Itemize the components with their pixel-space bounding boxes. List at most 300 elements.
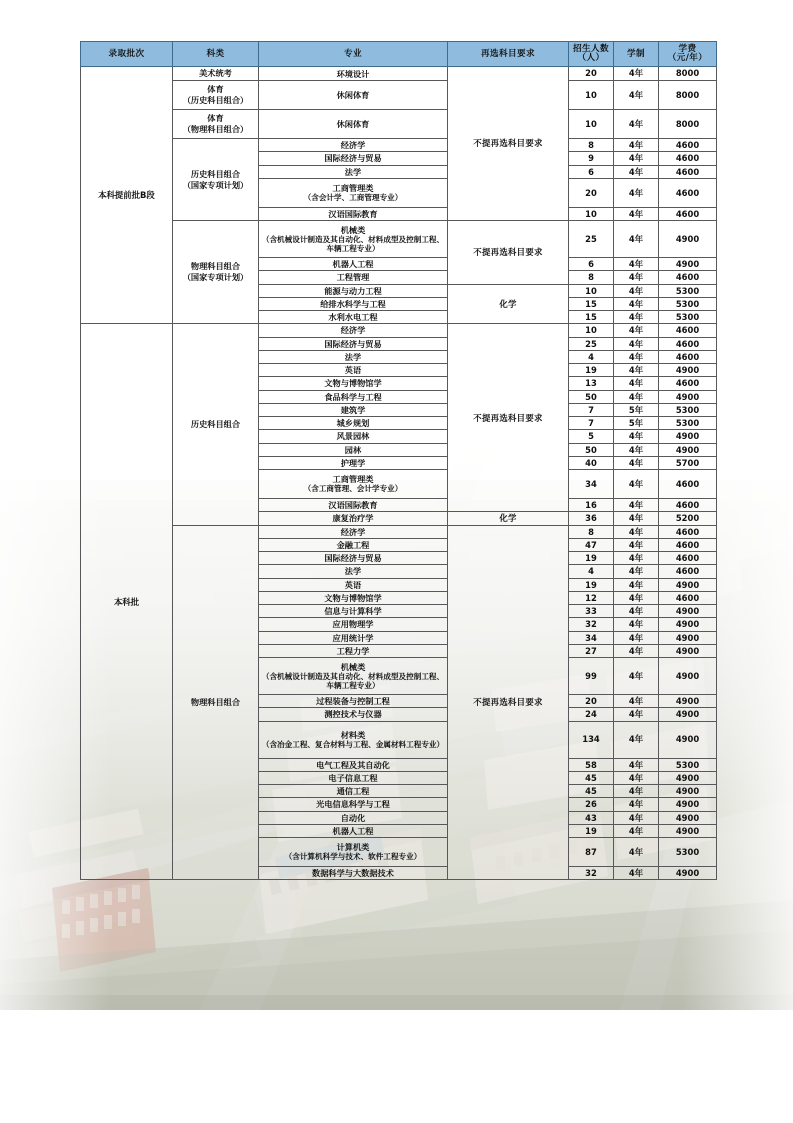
duration-cell: 4年 <box>614 708 659 721</box>
duration-cell: 4年 <box>614 165 659 178</box>
major-cell <box>259 403 448 416</box>
enrollment-cell: 6 <box>569 165 614 178</box>
duration-cell: 4年 <box>614 364 659 377</box>
fee-cell: 4900 <box>659 644 717 657</box>
duration-cell: 4年 <box>614 443 659 456</box>
category-cell-0 <box>173 67 259 81</box>
duration-cell: 4年 <box>614 324 659 337</box>
major-cell <box>259 618 448 631</box>
duration-cell: 4年 <box>614 350 659 363</box>
major-cell <box>259 811 448 824</box>
duration-cell: 4年 <box>614 771 659 784</box>
enrollment-cell: 8 <box>569 271 614 284</box>
fee-cell: 5300 <box>659 403 717 416</box>
duration-cell: 5年 <box>614 403 659 416</box>
requirement-cell-5: 不提再选科目要求 <box>448 525 569 880</box>
col-header-batch: 录取批次 <box>81 42 173 67</box>
major-cell <box>259 271 448 284</box>
major-cell <box>259 708 448 721</box>
category-cell-5 <box>173 324 259 525</box>
fee-cell: 4900 <box>659 578 717 591</box>
batch-cell-0: 本科提前批B段 <box>81 67 173 324</box>
major-name: 机器人工程 <box>332 259 374 270</box>
table-row <box>81 110 717 139</box>
duration-cell: 4年 <box>614 658 659 695</box>
duration-cell: 4年 <box>614 538 659 551</box>
fee-cell: 5300 <box>659 758 717 771</box>
fee-cell: 4900 <box>659 811 717 824</box>
major-cell <box>259 578 448 591</box>
major-sub: （含机械设计制造及其自动化、材料成型及控制工程、车辆工程专业） <box>261 671 445 691</box>
major-name: 金融工程 <box>336 539 370 550</box>
enrollment-cell: 6 <box>569 258 614 271</box>
duration-cell: 4年 <box>614 605 659 618</box>
requirement-cell-2: 化学 <box>448 284 569 324</box>
duration-cell: 4年 <box>614 578 659 591</box>
major-cell <box>259 284 448 297</box>
major-cell <box>259 443 448 456</box>
header-row <box>81 42 717 67</box>
table-row <box>81 324 717 337</box>
enrollment-cell: 40 <box>569 456 614 469</box>
fee-cell: 4600 <box>659 591 717 604</box>
fee-cell: 4900 <box>659 221 717 258</box>
major-name: 光电信息科学与工程 <box>316 799 390 810</box>
category-name: 体育 <box>207 84 224 94</box>
major-name: 英语 <box>344 579 362 590</box>
enrollment-cell: 43 <box>569 811 614 824</box>
major-name: 机械类 <box>340 661 366 672</box>
col-header-fee-line2: （元/年） <box>667 53 708 63</box>
major-cell <box>259 867 448 880</box>
category-cell-4 <box>173 221 259 324</box>
col-header-enrollment-line2: （人） <box>577 53 605 63</box>
category-name: 历史科目组合 <box>190 418 241 429</box>
category-name: 物理科目组合 <box>190 696 241 707</box>
major-name: 数据科学与大数据技术 <box>312 868 394 879</box>
major-cell <box>259 377 448 390</box>
enrollment-cell: 24 <box>569 708 614 721</box>
fee-cell: 5300 <box>659 311 717 324</box>
enrollment-cell: 8 <box>569 525 614 538</box>
duration-cell: 4年 <box>614 798 659 811</box>
table-header <box>81 42 717 67</box>
major-name: 国际经济与贸易 <box>324 153 382 164</box>
col-header-fee-line1: 学费 <box>678 43 697 54</box>
enrollment-cell: 50 <box>569 390 614 403</box>
duration-cell: 4年 <box>614 721 659 758</box>
enrollment-cell: 19 <box>569 578 614 591</box>
major-cell <box>259 824 448 837</box>
duration-cell: 4年 <box>614 618 659 631</box>
fee-cell: 5300 <box>659 417 717 430</box>
category-cell-3 <box>173 139 259 221</box>
major-cell <box>259 67 448 81</box>
enrollment-cell: 10 <box>569 207 614 220</box>
major-name: 汉语国际教育 <box>328 500 378 511</box>
fee-cell: 4600 <box>659 350 717 363</box>
fee-cell: 4900 <box>659 721 717 758</box>
category-sub: （物理科目组合） <box>182 124 249 135</box>
major-name: 护理学 <box>340 457 366 468</box>
major-name: 经济学 <box>340 325 366 336</box>
duration-cell: 4年 <box>614 390 659 403</box>
fee-cell: 4900 <box>659 798 717 811</box>
fee-cell: 4900 <box>659 708 717 721</box>
major-name: 休闲体育 <box>336 90 370 101</box>
major-name: 康复治疗学 <box>332 513 374 524</box>
fee-cell: 4600 <box>659 324 717 337</box>
fee-cell: 5700 <box>659 456 717 469</box>
major-name: 法学 <box>344 566 362 577</box>
enrollment-cell: 99 <box>569 658 614 695</box>
enrollment-cell: 7 <box>569 417 614 430</box>
col-header-fee <box>659 42 717 67</box>
fee-cell: 4900 <box>659 824 717 837</box>
enrollment-cell: 58 <box>569 758 614 771</box>
major-cell <box>259 311 448 324</box>
major-name: 电气工程及其自动化 <box>316 759 390 770</box>
col-header-category: 科类 <box>173 42 259 67</box>
major-name: 文物与博物馆学 <box>324 592 382 603</box>
duration-cell: 4年 <box>614 758 659 771</box>
fee-cell: 4600 <box>659 152 717 165</box>
major-cell <box>259 695 448 708</box>
major-name: 计算机类 <box>336 842 370 853</box>
duration-cell: 4年 <box>614 178 659 207</box>
enrollment-cell: 12 <box>569 591 614 604</box>
fee-cell: 5300 <box>659 838 717 867</box>
fee-cell: 4900 <box>659 771 717 784</box>
duration-cell: 4年 <box>614 631 659 644</box>
major-name: 工程管理 <box>336 272 370 283</box>
enrollment-cell: 19 <box>569 364 614 377</box>
duration-cell: 4年 <box>614 552 659 565</box>
table-row <box>81 81 717 110</box>
duration-cell: 4年 <box>614 525 659 538</box>
major-cell <box>259 785 448 798</box>
fee-cell: 4600 <box>659 470 717 499</box>
duration-cell: 4年 <box>614 377 659 390</box>
enrollment-cell: 19 <box>569 552 614 565</box>
major-cell <box>259 110 448 139</box>
enrollment-cell: 19 <box>569 824 614 837</box>
enrollment-cell: 10 <box>569 81 614 110</box>
duration-cell: 4年 <box>614 456 659 469</box>
major-name: 文物与博物馆学 <box>324 378 382 389</box>
major-cell <box>259 178 448 207</box>
category-cell-2 <box>173 110 259 139</box>
fee-cell: 4600 <box>659 552 717 565</box>
fee-cell: 4600 <box>659 207 717 220</box>
major-name: 国际经济与贸易 <box>324 553 382 564</box>
major-sub: （含机械设计制造及其自动化、材料成型及控制工程、车辆工程专业） <box>261 234 445 254</box>
major-cell <box>259 538 448 551</box>
category-name: 体育 <box>207 113 224 123</box>
enrollment-cell: 15 <box>569 297 614 310</box>
major-name: 城乡规划 <box>336 418 370 429</box>
major-cell <box>259 165 448 178</box>
enrollment-cell: 36 <box>569 512 614 525</box>
enrollment-cell: 4 <box>569 565 614 578</box>
major-name: 应用物理学 <box>332 619 374 630</box>
fee-cell: 4900 <box>659 867 717 880</box>
major-cell <box>259 591 448 604</box>
major-name: 工商管理类 <box>332 474 374 485</box>
major-cell <box>259 207 448 220</box>
fee-cell: 4900 <box>659 695 717 708</box>
enrollment-cell: 45 <box>569 785 614 798</box>
enrollment-cell: 15 <box>569 311 614 324</box>
major-name: 通信工程 <box>336 786 370 797</box>
category-sub: （国家专项计划） <box>182 179 249 190</box>
category-cell-6 <box>173 525 259 880</box>
major-name: 给排水科学与工程 <box>320 298 386 309</box>
major-cell <box>259 258 448 271</box>
major-sub: （含冶金工程、复合材料与工程、金属材料工程专业） <box>261 739 445 749</box>
major-cell <box>259 364 448 377</box>
table-body <box>81 67 717 880</box>
major-name: 汉语国际教育 <box>328 208 378 219</box>
enrollment-cell: 20 <box>569 695 614 708</box>
duration-cell: 4年 <box>614 311 659 324</box>
major-name: 国际经济与贸易 <box>324 338 382 349</box>
major-cell <box>259 758 448 771</box>
major-name: 经济学 <box>340 140 366 151</box>
major-cell <box>259 81 448 110</box>
major-name: 英语 <box>344 365 362 376</box>
enrollment-cell: 32 <box>569 618 614 631</box>
batch-cell-1: 本科批 <box>81 324 173 880</box>
fee-cell: 4600 <box>659 139 717 152</box>
fee-cell: 4600 <box>659 525 717 538</box>
major-name: 材料类 <box>340 729 366 740</box>
fee-cell: 4900 <box>659 390 717 403</box>
fee-cell: 4600 <box>659 499 717 512</box>
duration-cell: 4年 <box>614 470 659 499</box>
duration-cell: 4年 <box>614 139 659 152</box>
major-name: 工程力学 <box>336 645 370 656</box>
fee-cell: 4900 <box>659 443 717 456</box>
major-name: 园林 <box>344 444 362 455</box>
fee-cell: 4600 <box>659 271 717 284</box>
fee-cell: 4900 <box>659 364 717 377</box>
duration-cell: 4年 <box>614 824 659 837</box>
table-row <box>81 139 717 152</box>
enrollment-cell: 50 <box>569 443 614 456</box>
enrollment-cell: 34 <box>569 631 614 644</box>
major-cell <box>259 771 448 784</box>
col-header-requirement: 再选科目要求 <box>448 42 569 67</box>
fee-cell: 4600 <box>659 538 717 551</box>
major-cell <box>259 430 448 443</box>
duration-cell: 4年 <box>614 785 659 798</box>
major-name: 机器人工程 <box>332 825 374 836</box>
major-cell <box>259 512 448 525</box>
major-cell <box>259 470 448 499</box>
enrollment-cell: 34 <box>569 470 614 499</box>
major-cell <box>259 417 448 430</box>
major-sub: （含计算机科学与技术、软件工程专业） <box>284 852 422 862</box>
major-cell <box>259 297 448 310</box>
major-cell <box>259 658 448 695</box>
fee-cell: 4900 <box>659 785 717 798</box>
duration-cell: 4年 <box>614 152 659 165</box>
major-cell <box>259 565 448 578</box>
major-cell <box>259 605 448 618</box>
enrollment-cell: 27 <box>569 644 614 657</box>
major-cell <box>259 152 448 165</box>
duration-cell: 4年 <box>614 499 659 512</box>
major-name: 休闲体育 <box>336 119 370 130</box>
enrollment-cell: 47 <box>569 538 614 551</box>
duration-cell: 4年 <box>614 430 659 443</box>
col-header-enrollment <box>569 42 614 67</box>
duration-cell: 4年 <box>614 644 659 657</box>
enrollment-cell: 7 <box>569 403 614 416</box>
major-cell <box>259 324 448 337</box>
requirement-cell-1: 不提再选科目要求 <box>448 221 569 285</box>
enrollment-cell: 9 <box>569 152 614 165</box>
duration-cell: 4年 <box>614 271 659 284</box>
major-name: 风景园林 <box>336 431 370 442</box>
major-cell <box>259 456 448 469</box>
fee-cell: 5300 <box>659 284 717 297</box>
duration-cell: 4年 <box>614 695 659 708</box>
major-cell <box>259 644 448 657</box>
major-cell <box>259 337 448 350</box>
enrollment-cell: 16 <box>569 499 614 512</box>
col-header-duration: 学制 <box>614 42 659 67</box>
enrollment-cell: 20 <box>569 67 614 81</box>
major-cell <box>259 798 448 811</box>
category-sub: （国家专项计划） <box>182 272 249 283</box>
fee-cell: 8000 <box>659 81 717 110</box>
fee-cell: 4900 <box>659 658 717 695</box>
enrollment-cell: 4 <box>569 350 614 363</box>
requirement-cell-0: 不提再选科目要求 <box>448 67 569 221</box>
major-name: 法学 <box>344 166 362 177</box>
duration-cell: 4年 <box>614 284 659 297</box>
duration-cell: 4年 <box>614 867 659 880</box>
enrollment-cell: 10 <box>569 284 614 297</box>
enrollment-cell: 33 <box>569 605 614 618</box>
enrollment-cell: 5 <box>569 430 614 443</box>
fee-cell: 4900 <box>659 631 717 644</box>
duration-cell: 5年 <box>614 417 659 430</box>
major-cell <box>259 139 448 152</box>
major-sub: （含工商管理、会计学专业） <box>303 484 403 494</box>
major-name: 水利水电工程 <box>328 312 378 323</box>
duration-cell: 4年 <box>614 258 659 271</box>
major-name: 环境设计 <box>336 68 370 79</box>
duration-cell: 4年 <box>614 297 659 310</box>
fee-cell: 4600 <box>659 565 717 578</box>
major-name: 食品科学与工程 <box>324 391 382 402</box>
enrollment-cell: 8 <box>569 139 614 152</box>
enrollment-cell: 32 <box>569 867 614 880</box>
duration-cell: 4年 <box>614 838 659 867</box>
duration-cell: 4年 <box>614 337 659 350</box>
duration-cell: 4年 <box>614 221 659 258</box>
enrollment-cell: 25 <box>569 337 614 350</box>
fee-cell: 4900 <box>659 258 717 271</box>
duration-cell: 4年 <box>614 81 659 110</box>
fee-cell: 8000 <box>659 110 717 139</box>
major-cell <box>259 721 448 758</box>
duration-cell: 4年 <box>614 591 659 604</box>
major-name: 法学 <box>344 351 362 362</box>
major-cell <box>259 390 448 403</box>
category-name: 历史科目组合 <box>190 168 241 179</box>
category-sub: （历史科目组合） <box>182 95 249 106</box>
major-name: 工商管理类 <box>332 183 374 194</box>
major-cell <box>259 838 448 867</box>
duration-cell: 4年 <box>614 67 659 81</box>
enrollment-cell: 20 <box>569 178 614 207</box>
enrollment-cell: 26 <box>569 798 614 811</box>
duration-cell: 4年 <box>614 110 659 139</box>
major-name: 经济学 <box>340 526 366 537</box>
major-cell <box>259 499 448 512</box>
fee-cell: 4900 <box>659 618 717 631</box>
duration-cell: 4年 <box>614 207 659 220</box>
major-cell <box>259 631 448 644</box>
major-sub: （含会计学、工商管理专业） <box>303 193 403 203</box>
major-cell <box>259 552 448 565</box>
major-name: 能源与动力工程 <box>324 285 382 296</box>
fee-cell: 5300 <box>659 297 717 310</box>
enrollment-cell: 45 <box>569 771 614 784</box>
enrollment-cell: 13 <box>569 377 614 390</box>
major-name: 电子信息工程 <box>328 772 378 783</box>
fee-cell: 8000 <box>659 67 717 81</box>
category-cell-1 <box>173 81 259 110</box>
col-header-enrollment-line1: 招生人数 <box>573 43 609 54</box>
major-cell <box>259 221 448 258</box>
requirement-cell-3: 不提再选科目要求 <box>448 324 569 512</box>
fee-cell: 4600 <box>659 337 717 350</box>
table-row <box>81 67 717 81</box>
major-name: 建筑学 <box>340 404 366 415</box>
major-name: 过程装备与控制工程 <box>316 696 390 707</box>
category-name: 物理科目组合 <box>190 261 241 272</box>
fee-cell: 4600 <box>659 178 717 207</box>
requirement-cell-4: 化学 <box>448 512 569 525</box>
duration-cell: 4年 <box>614 512 659 525</box>
table-row <box>81 525 717 538</box>
enrollment-cell: 10 <box>569 110 614 139</box>
fee-cell: 4600 <box>659 165 717 178</box>
table-row <box>81 221 717 258</box>
admission-plan-table <box>80 41 717 880</box>
fee-cell: 4600 <box>659 377 717 390</box>
major-cell <box>259 525 448 538</box>
enrollment-cell: 25 <box>569 221 614 258</box>
major-cell <box>259 350 448 363</box>
fee-cell: 4900 <box>659 430 717 443</box>
fee-cell: 4900 <box>659 605 717 618</box>
major-name: 自动化 <box>340 812 366 823</box>
duration-cell: 4年 <box>614 811 659 824</box>
category-name: 美术统考 <box>199 68 232 78</box>
major-name: 机械类 <box>340 224 366 235</box>
duration-cell: 4年 <box>614 565 659 578</box>
enrollment-cell: 134 <box>569 721 614 758</box>
enrollment-cell: 87 <box>569 838 614 867</box>
enrollment-cell: 10 <box>569 324 614 337</box>
major-name: 应用统计学 <box>332 632 374 643</box>
